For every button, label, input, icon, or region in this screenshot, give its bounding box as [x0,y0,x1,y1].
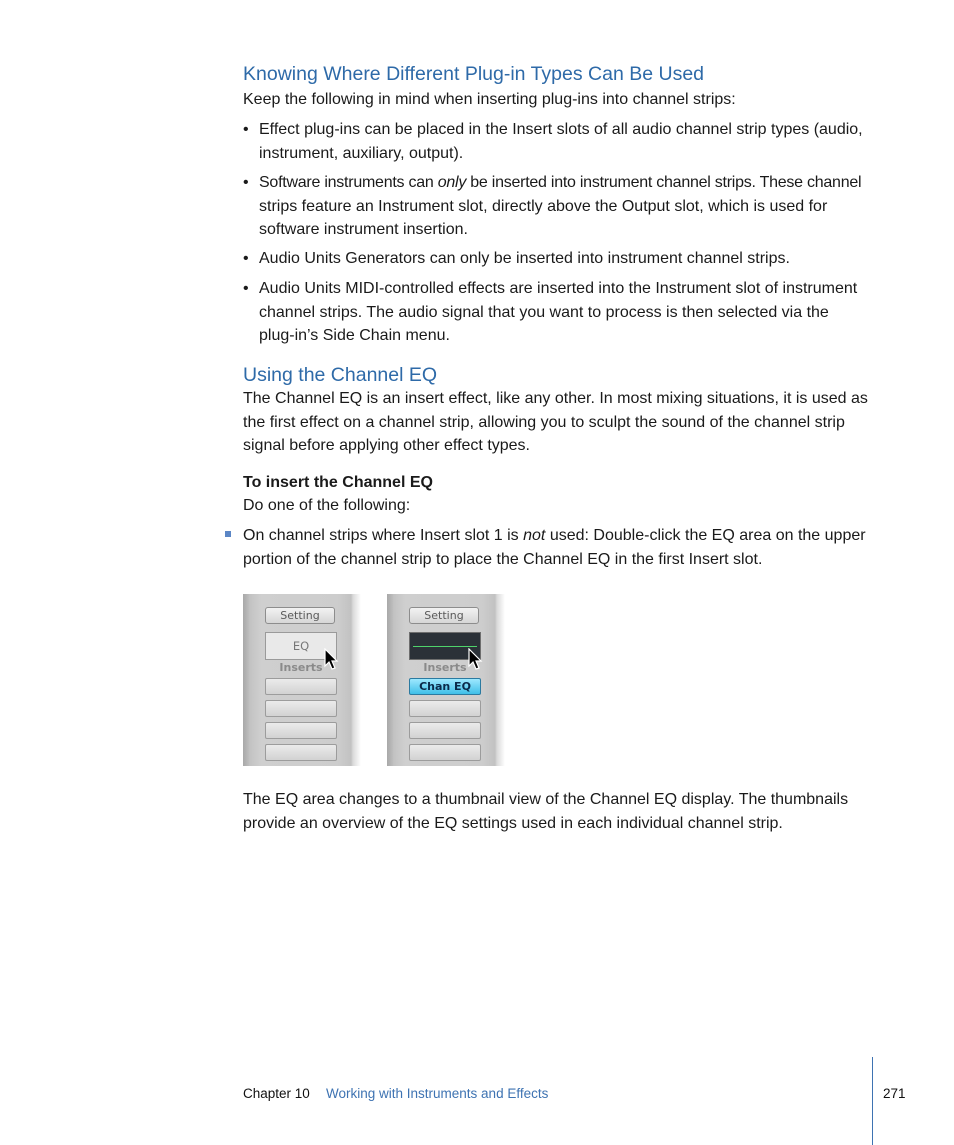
bullet-line: plug-in’s Side Chain menu. [259,327,450,344]
section-heading-plugin-types: Knowing Where Different Plug-in Types Can Be Used [243,63,705,85]
bullet-line: Audio Units Generators can only be inserted into instrument channel strips. [259,250,790,267]
insert-slot[interactable] [409,700,481,717]
bullet-item [243,171,878,241]
footer-divider [872,1057,873,1145]
inserts-label: Inserts [279,661,323,674]
paragraph-line: the first effect on a channel strip, allowing you to sculpt the sound of the channel strip [243,413,845,431]
bullet-item [243,247,878,271]
footer-chapter-title: Working with Instruments and Effects [326,1086,549,1101]
paragraph-line: signal before applying other effect types. [243,437,530,454]
strip-edge [387,594,393,766]
bullet-dot: • [243,280,249,297]
intro-paragraph: Keep the following in mind when inserting plug-ins into channel strips: [243,91,736,108]
emphasis-only: only [437,174,467,191]
step-text: used: Double-click the EQ area on the upper [545,527,866,544]
strip-edge [243,594,249,766]
bullet-text: be inserted into instrument channel strips. These channel [466,174,862,191]
bullet-line: Effect plug-ins can be placed in the Insert slots of all audio channel strip types (audio, [259,121,863,138]
insert-slot[interactable] [409,722,481,739]
bullet-line: channel strips. The audio signal that you want to process is then selected via the [259,303,829,321]
bullet-line: software instrument insertion. [259,221,468,238]
task-heading: To insert the Channel EQ [243,474,433,491]
insert-slot[interactable] [265,744,337,761]
after-figure-paragraph [243,788,883,835]
insert-slot-chan-eq[interactable]: Chan EQ [409,678,481,695]
bullet-line: instrument, auxiliary, output). [259,144,464,162]
setting-button[interactable]: Setting [409,607,479,624]
section-heading-channel-eq: Using the Channel EQ [243,364,438,386]
insert-slot[interactable] [265,722,337,739]
mouse-pointer-icon [468,648,484,672]
bullet-line: Audio Units MIDI-controlled effects are inserted into the Instrument slot of instrument [259,280,858,297]
step-text: On channel strips where Insert slot 1 is [243,527,524,544]
footer-chapter: Chapter 10 [243,1086,310,1101]
bullet-line: strips feature an Instrument slot, directly above the Output slot, which is used for [259,197,828,215]
paragraph-line: The Channel EQ is an insert effect, like any other. In most mixing situations, it is used as [243,390,868,407]
page-number: 271 [883,1086,906,1101]
setting-button[interactable]: Setting [265,607,335,624]
channel-eq-paragraph [243,387,878,458]
task-intro: Do one of the following: [243,497,411,514]
bullet-dot: • [243,174,249,191]
eq-area[interactable]: EQ [265,632,337,660]
insert-slot[interactable] [265,678,337,695]
bullet-item [243,118,878,165]
step-line: portion of the channel strip to place the Channel EQ in the first Insert slot. [243,550,763,568]
bullet-dot: • [243,250,249,267]
paragraph-line: The EQ area changes to a thumbnail view of the Channel EQ display. The thumbnails [243,791,849,808]
paragraph-line: provide an overview of the EQ settings used in each individual channel strip. [243,814,783,832]
mouse-pointer-icon [324,648,340,672]
bullet-item [243,277,878,347]
insert-slot[interactable] [265,700,337,717]
insert-slot[interactable] [409,744,481,761]
bullet-dot: • [243,121,249,138]
inserts-label: Inserts [423,661,467,674]
step-item [243,524,883,571]
eq-curve-line [413,646,477,647]
emphasis-not: not [523,527,546,544]
channel-strip-after [387,594,505,766]
bullet-text: Software instruments can [259,174,438,191]
channel-strip-before [243,594,361,766]
step-bullet-square [225,531,231,537]
